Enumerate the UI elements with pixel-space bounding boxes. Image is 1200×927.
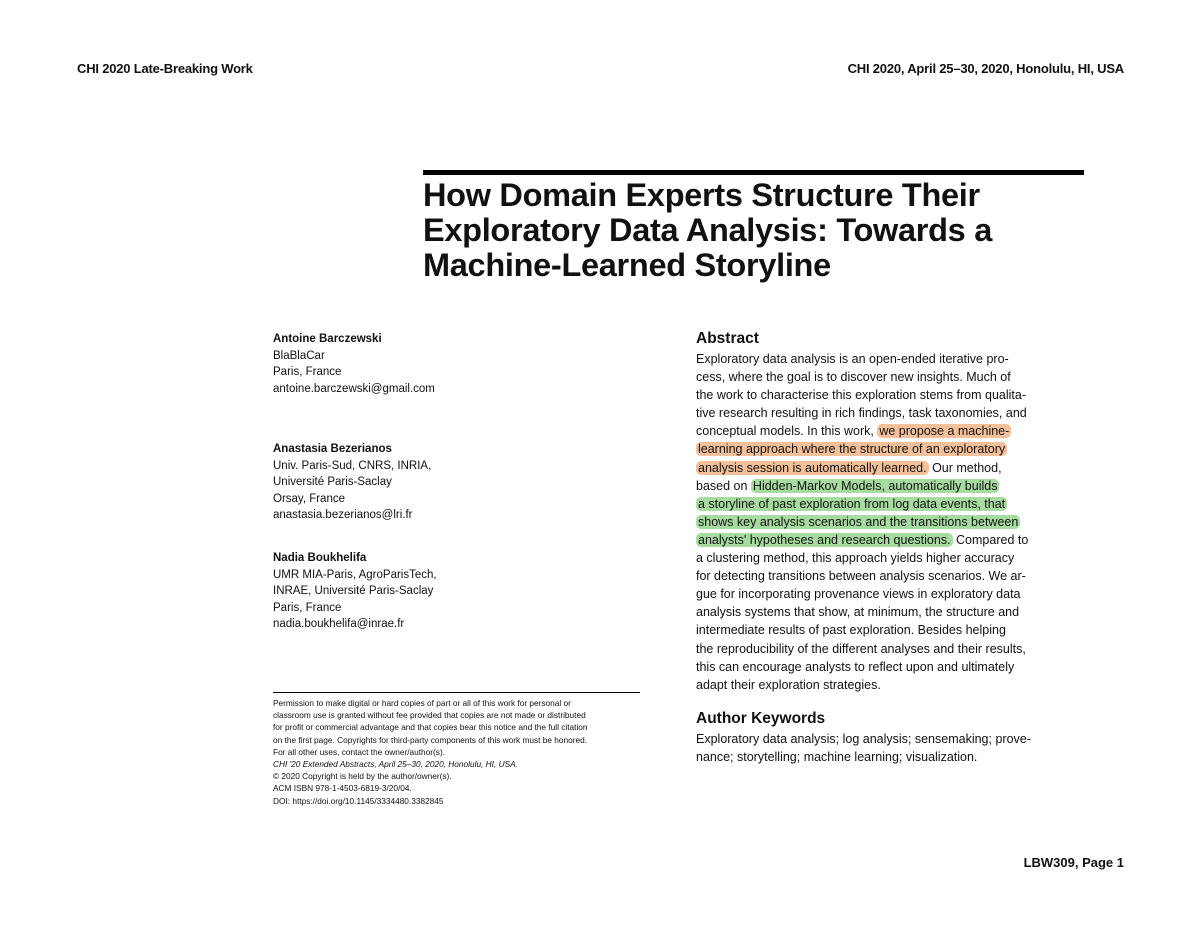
abstract-line: for detecting transitions between analysis scenarios. We ar- (696, 569, 1026, 584)
title-line: Exploratory Data Analysis: Towards a (423, 212, 992, 248)
author-affiliation: INRAE, Université Paris-Saclay (273, 585, 434, 597)
running-header-right: CHI 2020, April 25–30, 2020, Honolulu, HI, USA (847, 61, 1124, 76)
running-header-left: CHI 2020 Late-Breaking Work (77, 61, 253, 76)
highlight-green: a storyline of past exploration from log data events, that (698, 496, 1006, 511)
author-affiliation: UMR MIA-Paris, AgroParisTech, (273, 568, 437, 581)
permission-line: For all other uses, contact the owner/author(s). (273, 746, 446, 757)
abstract-line: the reproducibility of the different analyses and their results, (696, 641, 1026, 656)
permission-line: for profit or commercial advantage and that copies bear this notice and the full citation (273, 722, 588, 733)
author-location: Paris, France (273, 601, 342, 614)
conference-citation: CHI '20 Extended Abstracts, April 25–30, 2020, Honolulu, HI, USA. (273, 759, 518, 770)
author-email: antoine.barczewski@gmail.com (273, 382, 435, 395)
author-name: Anastasia Bezerianos (273, 443, 392, 455)
title-line: Machine-Learned Storyline (423, 247, 831, 283)
author-block (273, 441, 431, 524)
abstract-line (696, 531, 1076, 549)
abstract-body (696, 350, 1076, 694)
permission-block (273, 697, 653, 807)
title-line: How Domain Experts Structure Their (423, 177, 980, 213)
abstract-line: analysis systems that show, at minimum, the structure and (696, 605, 1020, 620)
keywords-line: nance; storytelling; machine learning; visualization. (696, 750, 978, 765)
abstract-line: Exploratory data analysis is an open-ended iterative pro- (696, 352, 1009, 366)
highlight-green: analysts' hypotheses and research questions. (698, 532, 951, 547)
abstract-text: Our method, (932, 460, 1002, 475)
highlight-green: Hidden-Markov Models, automatically builds (752, 478, 998, 493)
abstract-line: a clustering method, this approach yields higher accuracy (696, 551, 1015, 566)
permission-rule (273, 692, 640, 693)
abstract-line: tive research resulting in rich findings, task taxonomies, and (696, 406, 1027, 421)
abstract-line (696, 513, 1076, 531)
keywords-heading: Author Keywords (696, 710, 826, 727)
page-footer: LBW309, Page 1 (1023, 855, 1124, 870)
author-affiliation: BlaBlaCar (273, 349, 325, 362)
author-email: nadia.boukhelifa@inrae.fr (273, 618, 405, 630)
highlight-orange: learning approach where the structure of an exploratory (698, 442, 1006, 457)
permission-line: classroom use is granted without fee provided that copies are not made or distributed (273, 710, 586, 721)
isbn-line: ACM ISBN 978-1-4503-6819-3/20/04. (273, 783, 412, 794)
abstract-text: Compared to (956, 532, 1029, 547)
abstract-heading: Abstract (696, 330, 759, 347)
abstract-text: conceptual models. In this work, (696, 424, 874, 439)
author-location: Orsay, France (273, 492, 345, 505)
highlight-orange: analysis session is automatically learned. (698, 460, 927, 475)
author-affiliation: Univ. Paris-Sud, CNRS, INRIA, (273, 459, 432, 472)
abstract-line: this can encourage analysts to reflect upon and ultimately (696, 659, 1015, 674)
author-name: Nadia Boukhelifa (273, 552, 367, 564)
title-rule (423, 170, 1084, 175)
highlight-green: shows key analysis scenarios and the transitions between (698, 514, 1019, 529)
author-location: Paris, France (273, 366, 342, 378)
author-affiliation: Université Paris-Saclay (273, 476, 392, 488)
abstract-line: gue for incorporating provenance views in exploratory data (696, 587, 1021, 602)
keywords-body (696, 730, 1076, 766)
abstract-line (696, 495, 1076, 513)
author-block (273, 331, 435, 397)
abstract-line: intermediate results of past exploration. Besides helping (696, 623, 1006, 638)
author-email: anastasia.bezerianos@lri.fr (273, 509, 413, 521)
permission-line: Permission to make digital or hard copies of part or all of this work for personal or (273, 698, 571, 708)
doi-line: DOI: https://doi.org/10.1145/3334480.3382845 (273, 795, 444, 806)
author-block (273, 550, 437, 633)
highlight-orange: we propose a machine- (879, 424, 1010, 439)
abstract-line (696, 440, 1076, 458)
abstract-line (696, 477, 1076, 495)
paper-title (423, 178, 1093, 283)
abstract-line: the work to characterise this exploration stems from qualita- (696, 388, 1026, 403)
abstract-text: based on (696, 478, 748, 493)
copyright-line: © 2020 Copyright is held by the author/owner(s). (273, 771, 452, 782)
author-name: Antoine Barczewski (273, 333, 382, 345)
permission-line: on the first page. Copyrights for third-party components of this work must be honored. (273, 734, 588, 745)
abstract-line (696, 422, 1076, 440)
abstract-line (696, 459, 1076, 477)
abstract-line: cess, where the goal is to discover new insights. Much of (696, 370, 1011, 385)
keywords-line: Exploratory data analysis; log analysis; sensemaking; prove- (696, 732, 1031, 746)
abstract-line: adapt their exploration strategies. (696, 677, 881, 692)
